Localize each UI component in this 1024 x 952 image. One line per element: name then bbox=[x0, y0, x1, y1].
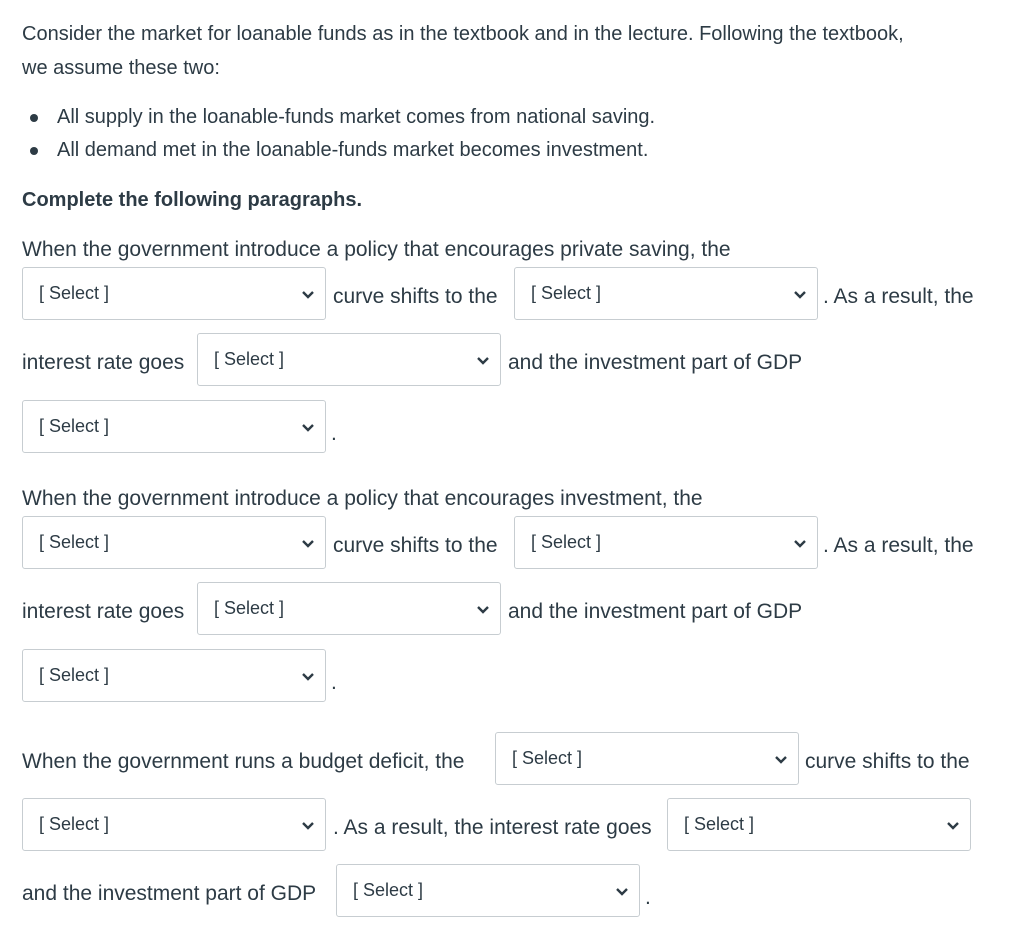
assumption-list bbox=[30, 101, 655, 167]
para3-intro: When the government runs a budget deficit, the bbox=[22, 750, 465, 773]
para1-interest-select[interactable]: [ Select ] bbox=[197, 333, 501, 386]
para1-investment-text: and the investment part of GDP bbox=[508, 351, 803, 374]
chevron-down-icon bbox=[476, 605, 490, 615]
para2-curve-select[interactable]: [ Select ] bbox=[22, 516, 326, 569]
para1-interest-text: interest rate goes bbox=[22, 351, 185, 374]
para2-investment-select[interactable]: [ Select ] bbox=[22, 649, 326, 702]
para2-as-result-text: . As a result, the bbox=[823, 534, 974, 557]
para3-investment-text: and the investment part of GDP bbox=[22, 882, 317, 905]
chevron-down-icon bbox=[793, 539, 807, 549]
para1-as-result-text: . As a result, the bbox=[823, 285, 974, 308]
para2-period: . bbox=[331, 671, 337, 694]
para3-direction-select[interactable]: [ Select ] bbox=[22, 798, 326, 851]
instruction-heading: Complete the following paragraphs. bbox=[22, 189, 363, 211]
para2-investment-text: and the investment part of GDP bbox=[508, 600, 803, 623]
para3-interest-text: . As a result, the interest rate goes bbox=[333, 816, 652, 839]
chevron-down-icon bbox=[301, 672, 315, 682]
para1-direction-select[interactable]: [ Select ] bbox=[514, 267, 818, 320]
chevron-down-icon bbox=[793, 290, 807, 300]
chevron-down-icon bbox=[301, 539, 315, 549]
intro-line-2: we assume these two: bbox=[22, 57, 220, 79]
chevron-down-icon bbox=[615, 887, 629, 897]
chevron-down-icon bbox=[476, 356, 490, 366]
para2-interest-select[interactable]: [ Select ] bbox=[197, 582, 501, 635]
para1-curve-shifts-text: curve shifts to the bbox=[333, 285, 498, 308]
chevron-down-icon bbox=[946, 821, 960, 831]
chevron-down-icon bbox=[301, 821, 315, 831]
intro-line-1: Consider the market for loanable funds as in the textbook and in the lecture. Following the textbook, bbox=[22, 23, 904, 45]
para3-curve-shifts-text: curve shifts to the bbox=[805, 750, 970, 773]
para3-period: . bbox=[645, 886, 651, 909]
para2-direction-select[interactable]: [ Select ] bbox=[514, 516, 818, 569]
para2-interest-text: interest rate goes bbox=[22, 600, 185, 623]
para2-intro: When the government introduce a policy that encourages investment, the bbox=[22, 487, 703, 510]
para2-curve-shifts-text: curve shifts to the bbox=[333, 534, 498, 557]
para1-period: . bbox=[331, 422, 337, 445]
list-item: All demand met in the loanable-funds market becomes investment. bbox=[30, 134, 655, 167]
para3-investment-select[interactable]: [ Select ] bbox=[336, 864, 640, 917]
bullet-icon bbox=[30, 114, 38, 122]
para1-investment-select[interactable]: [ Select ] bbox=[22, 400, 326, 453]
chevron-down-icon bbox=[301, 423, 315, 433]
para3-curve-select[interactable]: [ Select ] bbox=[495, 732, 799, 785]
chevron-down-icon bbox=[301, 290, 315, 300]
para3-interest-select[interactable]: [ Select ] bbox=[667, 798, 971, 851]
para1-intro: When the government introduce a policy that encourages private saving, the bbox=[22, 238, 731, 261]
para1-curve-select[interactable]: [ Select ] bbox=[22, 267, 326, 320]
list-item: All supply in the loanable-funds market comes from national saving. bbox=[30, 101, 655, 134]
chevron-down-icon bbox=[774, 755, 788, 765]
bullet-icon bbox=[30, 147, 38, 155]
